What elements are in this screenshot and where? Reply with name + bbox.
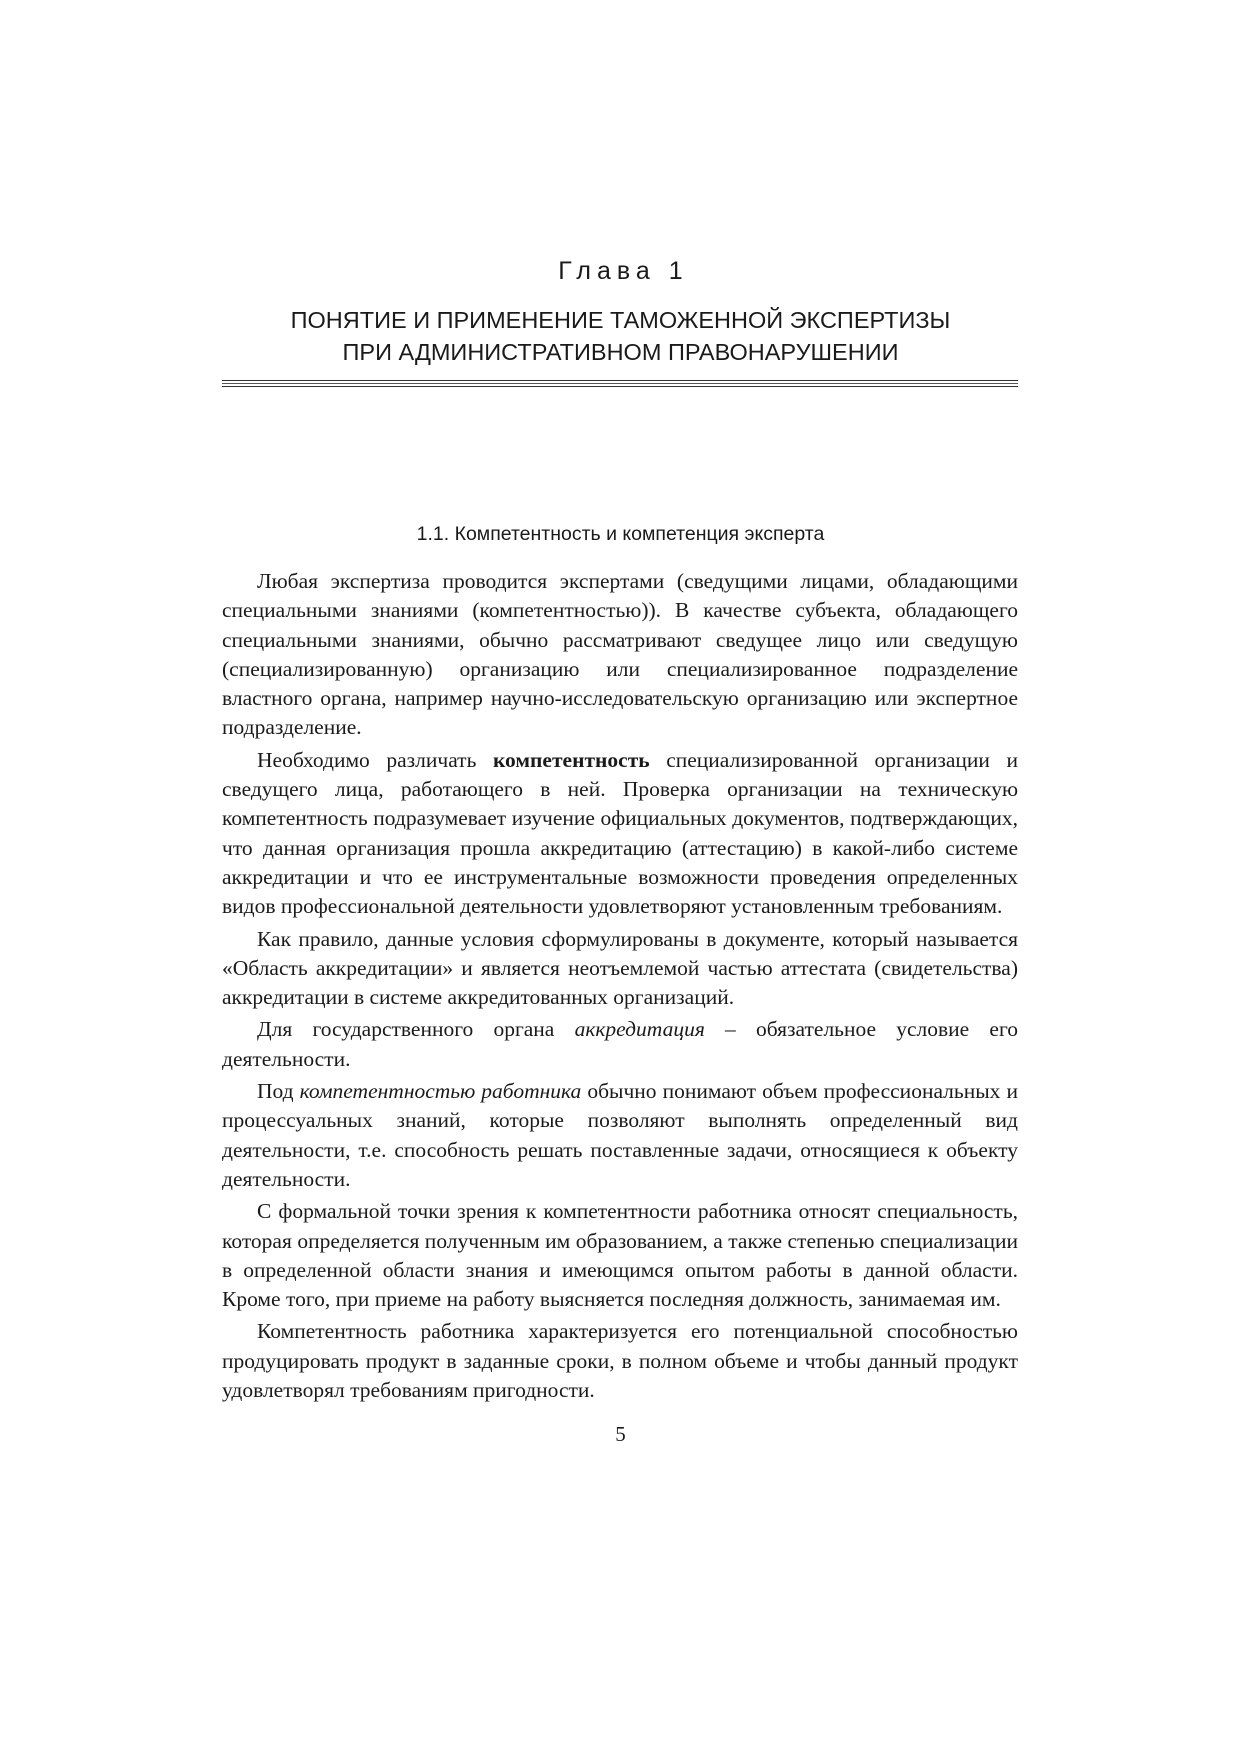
paragraph-3: Как правило, данные условия сформулированы в документе, который называется «Область аккредитации» и является неотъемлемой частью аттестата (свидетельства) аккредитации в системе аккредитованных организаций. xyxy=(222,926,1018,1010)
chapter-divider-rule xyxy=(222,380,1018,387)
paragraph-4 xyxy=(222,1015,1018,1074)
paragraph-1: Любая экспертиза проводится экспертами (сведущими лицами, обладающими специальными знаниями (компетентностью)). В качестве субъекта, обладающего специальными знаниями, обычно рассматривают сведущее лицо или сведущую (специализированную) организацию или специализированное подразделение властного органа, например научно-исследовательскую организацию или экспертное подразделение. xyxy=(222,569,1018,740)
paragraph-4-text-a: Для государственного органа xyxy=(257,1017,575,1042)
page-number: 5 xyxy=(615,1422,626,1446)
chapter-label: Глава 1 xyxy=(558,257,689,285)
section-title: 1.1. Компетентность и компетенция эксперта xyxy=(416,523,825,545)
term-accreditation-italic: аккредитация xyxy=(574,1017,705,1042)
paragraph-5-text-a: Под xyxy=(257,1079,300,1104)
paragraph-5 xyxy=(222,1077,1018,1194)
paragraph-5-text-b: обычно понимают объем профессиональных и процессуальных знаний, которые позволяют выполнять определенный вид деятельности, т.е. способность решать поставленные задачи, относящиеся к объекту деятельности. xyxy=(222,1079,1018,1191)
chapter-title-line-1: ПОНЯТИЕ И ПРИМЕНЕНИЕ ТАМОЖЕННОЙ ЭКСПЕРТИЗЫ xyxy=(290,307,951,333)
chapter-title xyxy=(180,304,1061,368)
chapter-title-line-2: ПРИ АДМИНИСТРАТИВНОМ ПРАВОНАРУШЕНИИ xyxy=(342,339,899,365)
paragraph-2-text-a: Необходимо различать xyxy=(257,747,493,772)
body-text xyxy=(222,567,1018,1408)
term-competence-bold: компетентность xyxy=(492,747,650,772)
paragraph-4-text-b: – обязательное условие его деятельности. xyxy=(222,1017,1019,1071)
paragraph-6: С формальной точки зрения к компетентности работника относят специальность, которая определяется полученным им образованием, а также степенью специализации в определенной области знания и имеющимся опытом работы в данной области. Кроме того, при приеме на работу выясняется последняя должность, занимаемая им. xyxy=(222,1199,1018,1312)
paragraph-2-text-b: специализированной организации и сведущего лица, работающего в ней. Проверка организации на техническую компетентность подразумевает изучение официальных документов, подтверждающих, что данная организация прошла аккредитацию (аттестацию) в какой-либо системе аккредитации и что ее инструментальные возможности проведения определенных видов профессиональной деятельности удовлетворяют установленным требованиям. xyxy=(222,747,1018,919)
paragraph-2 xyxy=(222,746,1018,922)
paragraph-7: Компетентность работника характеризуется его потенциальной способностью продуцировать продукт в заданные сроки, в полном объеме и чтобы данный продукт удовлетворял требованиям пригодности. xyxy=(222,1319,1018,1403)
term-worker-competence-italic: компетентностью работника xyxy=(299,1079,582,1104)
